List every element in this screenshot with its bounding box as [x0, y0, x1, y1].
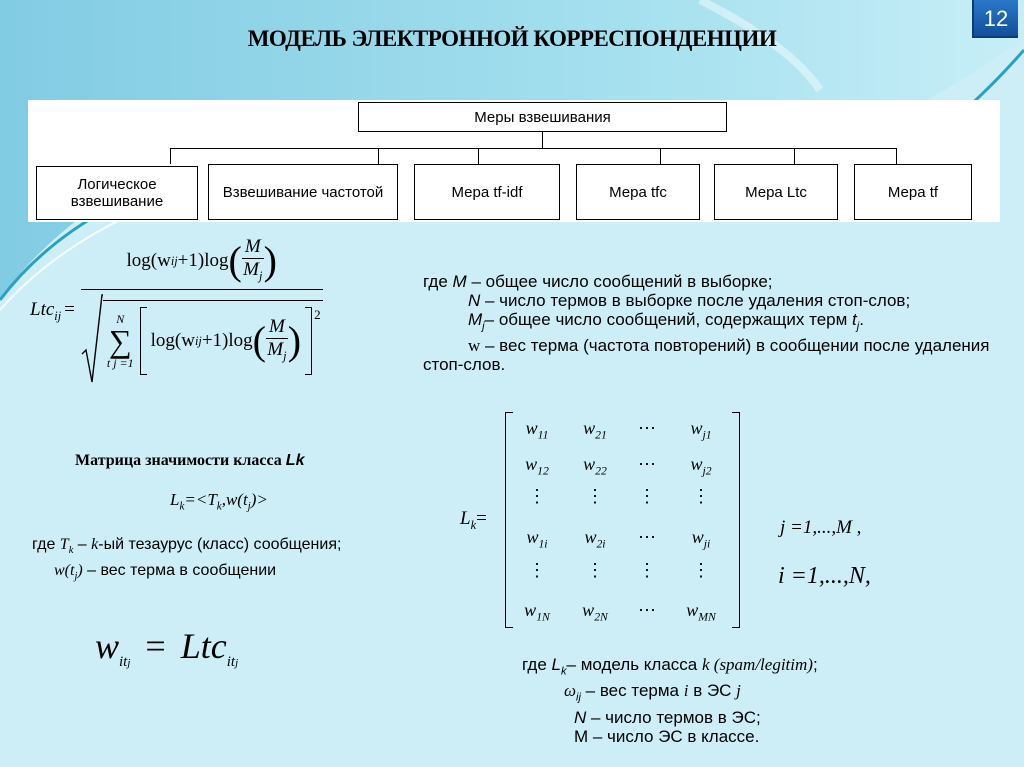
connector — [542, 132, 543, 148]
matrix-cell-symbol: w — [583, 454, 596, 474]
matrix-cell — [570, 527, 620, 551]
where-text: – вес терма в сообщении — [82, 562, 277, 580]
connector — [378, 148, 379, 164]
legend-var: N — [574, 707, 587, 727]
matrix-cell-symbol: ⋯ — [638, 600, 656, 620]
matrix-equals: = — [476, 508, 487, 529]
matrix-cell — [570, 560, 620, 584]
def-part: =<T — [184, 490, 217, 509]
slide-title: МОДЕЛЬ ЭЛЕКТРОННОЙ КОРРЕСПОНДЕНЦИИ — [247, 26, 777, 51]
where-text: – — [73, 536, 92, 553]
matrix-cell-index: 2N — [594, 610, 608, 624]
range-j: j =1,...,M , — [780, 517, 862, 538]
weighting-diagram — [28, 100, 1000, 222]
matrix-cell-index: 2i — [596, 537, 606, 551]
matrix-cell — [570, 454, 620, 478]
matrix-cell — [676, 600, 726, 624]
matrix-cell — [512, 600, 562, 624]
matrix-cell-symbol: w — [690, 418, 703, 438]
frac-den: M — [243, 259, 259, 280]
legend-text: – число термов в ЭС; — [586, 707, 761, 727]
w-rhs: Ltc — [180, 626, 227, 666]
matrix-cell — [570, 418, 620, 442]
class-definition — [170, 490, 268, 512]
matrix-cell — [512, 486, 562, 510]
matrix-cell-symbol: ⋮ — [692, 560, 710, 580]
matrix-cell — [676, 418, 726, 442]
matrix-cell-symbol: ⋯ — [638, 527, 656, 547]
frac-den: M — [267, 338, 284, 360]
den-text: log(w — [150, 330, 195, 352]
diagram-root-box: Меры взвешивания — [358, 102, 727, 132]
where-text: -ый тезаурус (класс) сообщения; — [98, 536, 342, 553]
diagram-child-box: Мера tf — [854, 164, 972, 220]
matrix-cell-symbol: w — [524, 600, 537, 620]
connector — [478, 148, 479, 164]
den-sub: ij — [194, 333, 202, 348]
matrix-label-L: L — [460, 508, 471, 529]
connector — [170, 148, 896, 149]
matrix-cell-symbol: ⋮ — [528, 486, 546, 506]
paren-left: ( — [228, 238, 242, 284]
class-matrix-heading — [75, 452, 304, 470]
sqrt-sign — [81, 294, 103, 386]
connector — [896, 148, 897, 164]
legend-var: j — [736, 681, 741, 701]
def-part: )> — [250, 490, 268, 509]
matrix-cell-symbol: w — [582, 600, 595, 620]
ltc-denominator — [81, 294, 323, 386]
ltc-lhs: Ltc — [30, 298, 55, 320]
matrix-cell — [622, 600, 672, 624]
def-var: M — [452, 272, 467, 291]
num-sub: ij — [170, 253, 178, 268]
inner-fraction — [242, 236, 264, 287]
den-text: +1)log — [201, 330, 253, 352]
w-rhs-sub: it — [226, 654, 236, 671]
where-var: ) — [77, 562, 83, 580]
num-text: +1)log — [177, 250, 229, 272]
bracket-left — [140, 307, 147, 375]
matrix-cell — [512, 527, 562, 551]
def-var: N — [468, 291, 481, 310]
matrix-cell — [622, 486, 672, 510]
def-text: – вес терма (частота повторений) в сообщении после удаления стоп-слов. — [423, 336, 990, 375]
diagram-child-box: Мера Ltc — [714, 164, 838, 220]
matrix-cell-symbol: w — [690, 454, 703, 474]
def-var: w — [468, 336, 481, 356]
paren-left: ( — [252, 318, 266, 364]
def-part: ,w(t — [221, 490, 248, 509]
matrix-cell-symbol: w — [525, 418, 538, 438]
matrix-cell — [622, 454, 672, 478]
def-var: M — [468, 310, 483, 329]
w-rhs-subsub: j — [235, 657, 239, 670]
matrix-cell — [622, 418, 672, 442]
matrix-cell — [512, 418, 562, 442]
matrix-cell — [622, 560, 672, 584]
num-text: log(w — [126, 250, 171, 272]
sum-bottom: t j =1 — [106, 356, 134, 371]
def-sub: j — [482, 320, 485, 333]
def-text: где — [423, 272, 453, 291]
diagram-child-box: Мера tf-idf — [414, 164, 560, 220]
matrix-cell — [676, 527, 726, 551]
matrix-cell-index: 12 — [537, 464, 549, 478]
matrix-cell-symbol: ⋮ — [528, 560, 546, 580]
def-text: – общее число сообщений, содержащих терм — [484, 310, 853, 329]
legend-var: L — [551, 655, 562, 674]
legend-var: ω — [564, 681, 577, 701]
paren-right: ) — [263, 238, 277, 284]
power: 2 — [314, 307, 321, 323]
matrix-cell-index: 1i — [538, 537, 548, 551]
frac-num: M — [242, 236, 264, 259]
fraction-bar — [81, 289, 323, 290]
sum-group — [107, 313, 134, 369]
def-var: t — [852, 310, 857, 329]
inner-fraction — [266, 316, 288, 367]
diagram-child-box: Логическое взвешивание — [36, 166, 198, 220]
where-sub: j — [74, 571, 78, 583]
def-text: . — [859, 310, 864, 329]
ltc-lhs-group — [30, 299, 75, 324]
matrix-cell-index: j2 — [702, 464, 712, 478]
paren-right: ) — [287, 318, 302, 364]
matrix-cell-symbol: ⋯ — [638, 418, 656, 438]
matrix-cell-index: 22 — [595, 464, 607, 478]
matrix-legend — [522, 655, 1002, 746]
definitions — [423, 272, 1003, 374]
w-lhs-sub: it — [119, 654, 128, 671]
legend-text: где — [522, 655, 552, 674]
legend-text: – вес терма — [580, 681, 684, 701]
diagram-child-box: Взвешивание частотой — [208, 164, 398, 220]
def-text: – общее число сообщений в выборке; — [466, 272, 773, 291]
diagram-child-box: Мера tfc — [576, 164, 700, 220]
matrix-bracket-right — [732, 412, 740, 628]
connector — [794, 148, 795, 164]
ltc-lhs-sub: ij — [54, 308, 62, 323]
frac-den-sub: j — [258, 268, 263, 283]
w-formula — [95, 625, 238, 671]
matrix-cell-symbol: ⋮ — [638, 560, 656, 580]
frac-num: M — [266, 316, 288, 339]
ltc-fraction — [81, 236, 323, 386]
matrix-cell-index: 1N — [536, 610, 550, 624]
def-part: L — [170, 490, 180, 509]
def-sub: j — [247, 500, 251, 513]
legend-text: М – число ЭС в классе. — [574, 726, 760, 746]
matrix-cell-symbol: ⋮ — [586, 560, 604, 580]
matrix-cell — [676, 454, 726, 478]
bracket-right — [305, 307, 312, 375]
matrix-cell — [512, 454, 562, 478]
matrix-cell-symbol: ⋯ — [638, 454, 656, 474]
sum-sign: ∑ — [108, 323, 132, 360]
where-text: где — [32, 536, 60, 553]
matrix-label-sub: k — [470, 517, 477, 532]
matrix-label — [460, 508, 487, 533]
matrix-cell-index: 11 — [537, 428, 549, 442]
legend-sub: ij — [576, 691, 581, 704]
matrix-cell-index: ji — [703, 537, 711, 551]
heading-var: Lk — [285, 452, 305, 469]
legend-sub: k — [561, 665, 567, 678]
legend-var: i — [683, 681, 689, 701]
matrix-cell — [676, 486, 726, 510]
w-lhs-subsub: j — [127, 657, 131, 670]
matrix-cell-symbol: w — [525, 454, 538, 474]
matrix-cell — [570, 486, 620, 510]
ltc-equals: = — [64, 298, 75, 320]
where-sub: k — [68, 545, 74, 557]
matrix-cell-symbol: w — [584, 527, 597, 547]
matrix-cell-index: j1 — [702, 428, 712, 442]
matrix-cell-symbol: ⋮ — [638, 486, 656, 506]
matrix-cell-symbol: w — [583, 418, 596, 438]
where-var: w(t — [54, 562, 75, 580]
matrix-cell-symbol: w — [686, 600, 699, 620]
legend-text: ; — [812, 655, 818, 674]
matrix-cell — [676, 560, 726, 584]
def-text: – число термов в выборке после удаления стоп-слов; — [480, 291, 911, 310]
w-eq: = — [145, 626, 166, 666]
matrix-cell — [622, 527, 672, 551]
where-var: T — [59, 536, 69, 553]
def-sub: k — [179, 500, 185, 513]
frac-den-sub: j — [283, 348, 287, 363]
class-where — [32, 535, 341, 587]
matrix-cell-index: 21 — [595, 428, 607, 442]
def-sub: j — [856, 320, 860, 333]
where-var: k — [91, 536, 99, 553]
w-lhs: w — [95, 626, 120, 666]
page-number: 12 — [972, 0, 1018, 38]
matrix-bracket-left — [505, 412, 513, 628]
sum-top: N — [116, 312, 125, 327]
sqrt-body — [103, 300, 323, 379]
legend-text: в ЭС — [688, 681, 737, 701]
connector — [170, 148, 171, 164]
ltc-formula — [30, 236, 323, 386]
legend-var: k (spam/legitim) — [701, 655, 813, 674]
heading-text: Матрица значимости класса — [75, 452, 286, 469]
matrix-cell-symbol: w — [526, 527, 539, 547]
connector — [660, 148, 661, 164]
matrix-cell-symbol: ⋮ — [586, 486, 604, 506]
matrix-cell — [570, 600, 620, 624]
legend-text: – модель класса — [566, 655, 702, 674]
matrix-cell-symbol: ⋮ — [692, 486, 710, 506]
matrix-cell — [512, 560, 562, 584]
matrix-cell-symbol: w — [691, 527, 704, 547]
range-i: i =1,...,N, — [778, 563, 871, 589]
def-sub: k — [216, 500, 222, 513]
matrix-cell-index: MN — [698, 610, 716, 624]
ltc-numerator — [126, 236, 277, 287]
